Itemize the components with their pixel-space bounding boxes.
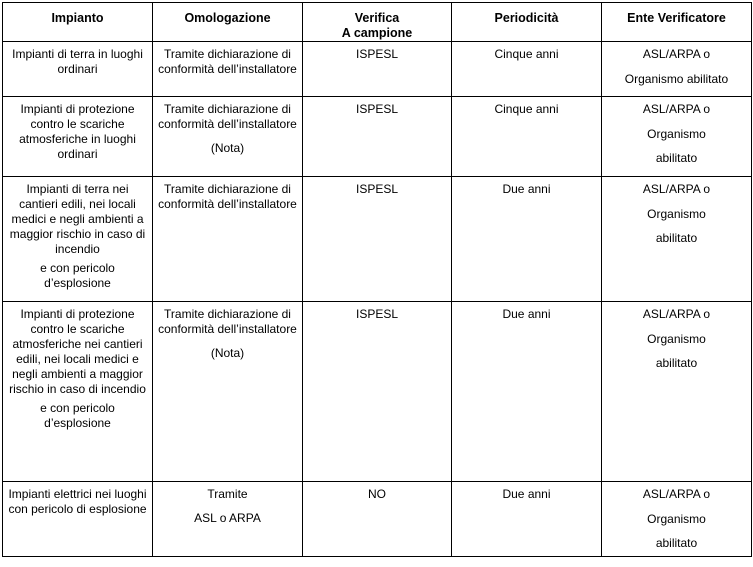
ente-line: abilitato xyxy=(655,356,698,370)
omologazione-text: Tramite xyxy=(207,487,248,501)
omologazione-text: Tramite dichiarazione di conformità dell’installatore xyxy=(158,102,297,131)
cell-periodicita: Due anni xyxy=(452,482,602,557)
cell-ente xyxy=(602,97,752,177)
header-impianto: Impianto xyxy=(3,3,153,42)
cell-ente xyxy=(602,177,752,302)
cell-ente xyxy=(602,42,752,97)
omologazione-note: (Nota) xyxy=(210,141,245,155)
ente-line: ASL/ARPA o xyxy=(642,47,711,61)
ente-line: Organismo xyxy=(647,511,706,526)
cell-verifica: ISPESL xyxy=(303,42,452,97)
ente-line: Organismo xyxy=(647,331,706,346)
impianto-text: Impianti elettrici nei luoghi con pericolo di esplosione xyxy=(8,487,147,516)
cell-impianto xyxy=(3,482,153,557)
cell-omologazione xyxy=(153,177,303,302)
table-row xyxy=(3,97,752,177)
ente-line: ASL/ARPA o xyxy=(642,182,711,196)
cell-impianto xyxy=(3,302,153,482)
omologazione-text: Tramite dichiarazione di conformità dell’installatore xyxy=(158,307,297,336)
cell-periodicita: Due anni xyxy=(452,177,602,302)
cell-verifica: ISPESL xyxy=(303,302,452,482)
cell-impianto xyxy=(3,42,153,97)
cell-verifica: ISPESL xyxy=(303,177,452,302)
cell-verifica: ISPESL xyxy=(303,97,452,177)
omologazione-note: (Nota) xyxy=(210,346,245,360)
cell-verifica: NO xyxy=(303,482,452,557)
ente-line: ASL/ARPA o xyxy=(642,102,711,116)
ente-line: abilitato xyxy=(655,536,698,550)
header-verifica xyxy=(303,3,452,42)
ente-line: abilitato xyxy=(655,151,698,165)
cell-ente xyxy=(602,302,752,482)
verification-table xyxy=(2,2,752,557)
cell-omologazione xyxy=(153,482,303,557)
omologazione-text: Tramite dichiarazione di conformità dell’installatore xyxy=(158,182,297,211)
cell-ente xyxy=(602,482,752,557)
cell-omologazione xyxy=(153,42,303,97)
cell-impianto xyxy=(3,97,153,177)
table-row xyxy=(3,177,752,302)
impianto-text: Impianti di terra in luoghi ordinari xyxy=(12,47,143,76)
impianto-text: Impianti di protezione contro le scariche atmosferiche nei cantieri edili, nei locali medici e negli ambienti a maggior rischio in caso di incendio xyxy=(9,307,146,396)
header-ente: Ente Verificatore xyxy=(602,3,752,42)
header-periodicita: Periodicità xyxy=(452,3,602,42)
ente-line: Organismo abilitato xyxy=(624,71,729,86)
table-row xyxy=(3,42,752,97)
header-omologazione: Omologazione xyxy=(153,3,303,42)
header-row xyxy=(3,3,752,42)
ente-line: Organismo xyxy=(647,206,706,221)
ente-line: ASL/ARPA o xyxy=(642,487,711,501)
header-verifica-line2: A campione xyxy=(341,26,413,40)
omologazione-text: Tramite dichiarazione di conformità dell’installatore xyxy=(158,47,297,76)
table-row xyxy=(3,482,752,557)
cell-periodicita: Cinque anni xyxy=(452,97,602,177)
impianto-text: Impianti di protezione contro le scariche atmosferiche in luoghi ordinari xyxy=(19,102,136,161)
impianto-text: Impianti di terra nei cantieri edili, nei locali medici e negli ambienti a maggior rischio in caso di incendio xyxy=(9,182,146,256)
cell-omologazione xyxy=(153,97,303,177)
omologazione-text-2: ASL o ARPA xyxy=(194,511,261,525)
ente-line: Organismo xyxy=(647,126,706,141)
impianto-text-extra: e con pericolo d’esplosione xyxy=(40,401,115,430)
cell-periodicita: Cinque anni xyxy=(452,42,602,97)
cell-impianto xyxy=(3,177,153,302)
cell-omologazione xyxy=(153,302,303,482)
cell-periodicita: Due anni xyxy=(452,302,602,482)
header-verifica-line1: Verifica xyxy=(354,11,400,25)
table-row xyxy=(3,302,752,482)
ente-line: abilitato xyxy=(655,231,698,245)
ente-line: ASL/ARPA o xyxy=(642,307,711,321)
impianto-text-extra: e con pericolo d’esplosione xyxy=(40,261,115,290)
